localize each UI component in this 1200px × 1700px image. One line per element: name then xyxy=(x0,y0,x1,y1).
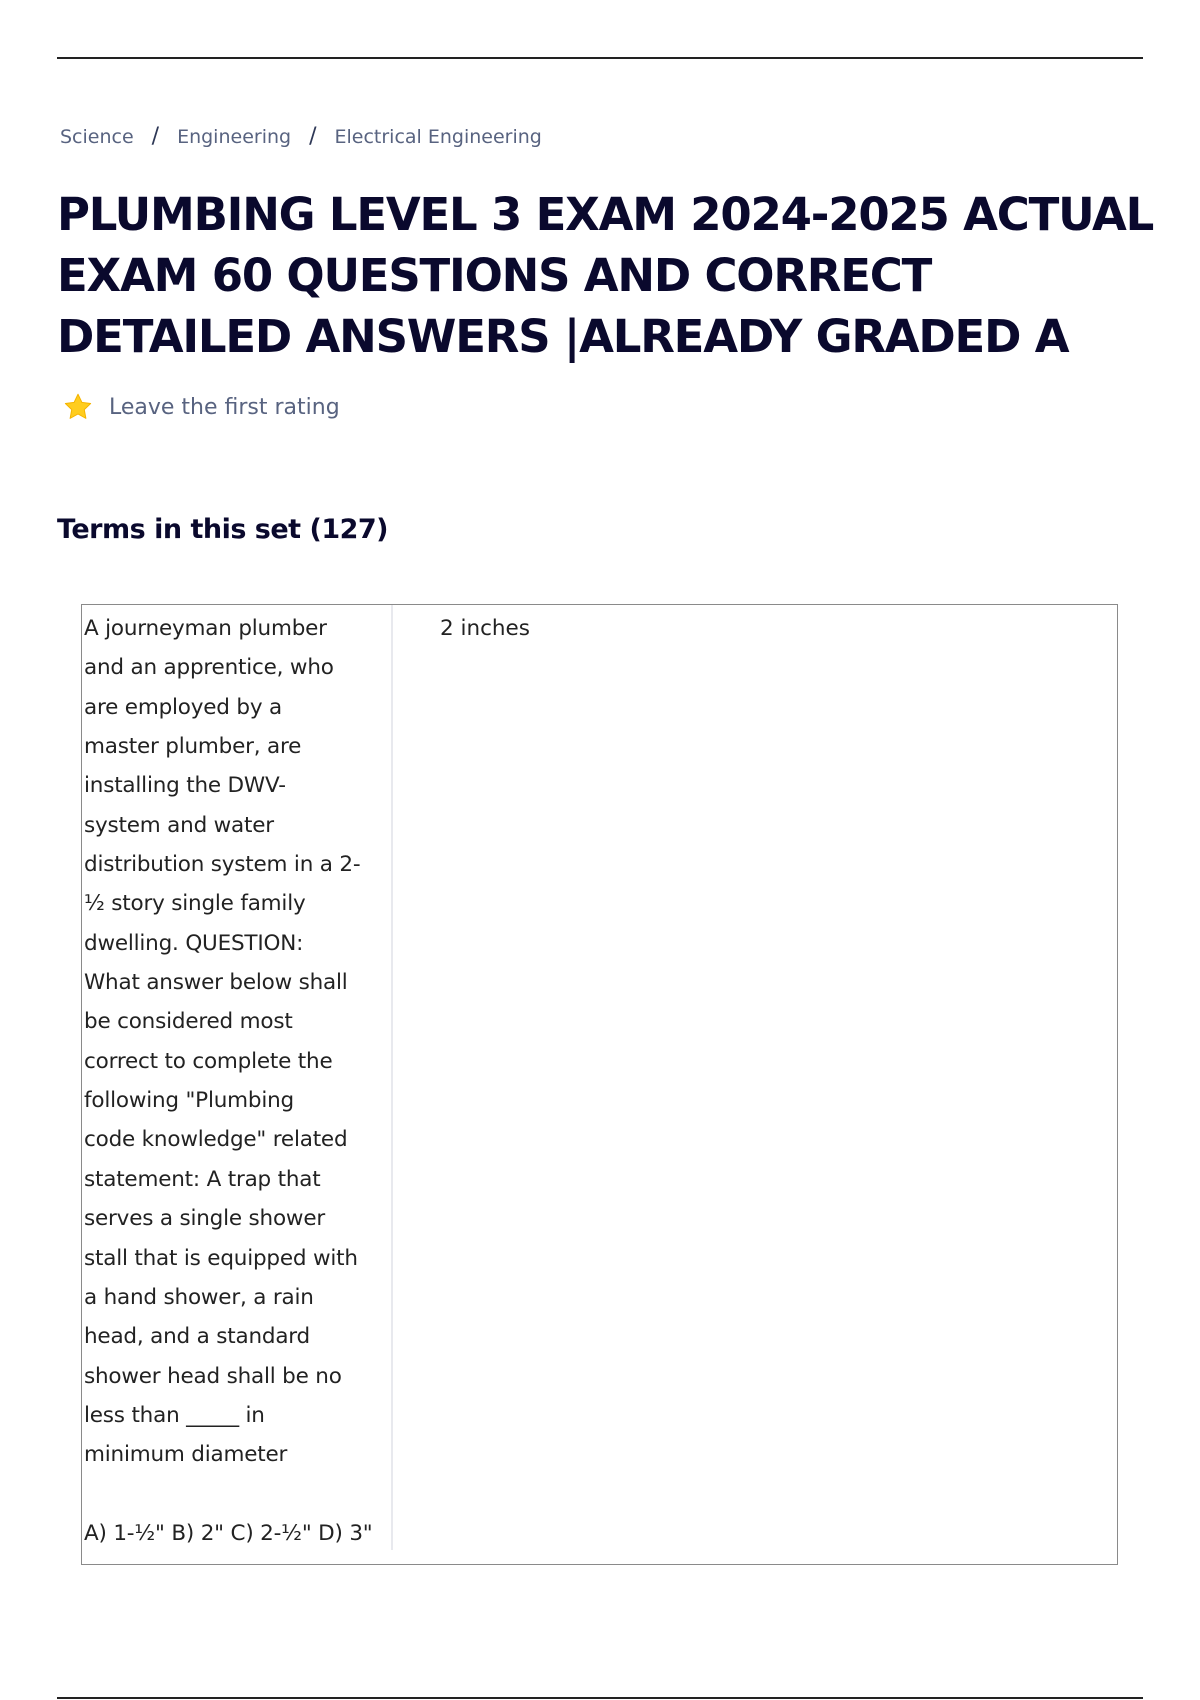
breadcrumb-engineering[interactable]: Engineering xyxy=(177,125,292,148)
term-divider xyxy=(391,605,393,1550)
page-title: PLUMBING LEVEL 3 EXAM 2024-2025 ACTUAL EXAM 60 QUESTIONS AND CORRECT DETAILED ANSWERS |ALREADY GRADED A xyxy=(57,188,1154,363)
breadcrumb-separator: / xyxy=(309,124,317,149)
rating-label: Leave the first rating xyxy=(109,394,340,420)
bottom-divider xyxy=(57,1697,1143,1699)
breadcrumb xyxy=(60,124,542,149)
term-answer: 2 inches xyxy=(440,616,530,641)
breadcrumb-separator: / xyxy=(151,124,160,149)
term-card xyxy=(81,604,1118,1565)
top-divider xyxy=(57,57,1143,59)
star-icon xyxy=(63,392,93,422)
rating-prompt[interactable] xyxy=(63,392,340,422)
breadcrumb-electrical-engineering[interactable]: Electrical Engineering xyxy=(334,125,542,148)
term-question: A journeyman plumber and an apprentice, who are employed by a master plumber, are installing the DWV- system and water distribution system in a 2- ½ story single family dwelling. QUESTION: What answer below shall be considered most correct to complete the following "Plumbing code knowledge" related statement: A trap that serves a single shower stall that is equipped with a hand shower, a rain head, and a standard shower head shall be no less than _____ in minimum diameter A) 1-½" B) 2" C) 2-½" D) 3" xyxy=(84,616,373,1546)
breadcrumb-science[interactable]: Science xyxy=(60,125,134,148)
terms-heading: Terms in this set (127) xyxy=(57,514,389,545)
